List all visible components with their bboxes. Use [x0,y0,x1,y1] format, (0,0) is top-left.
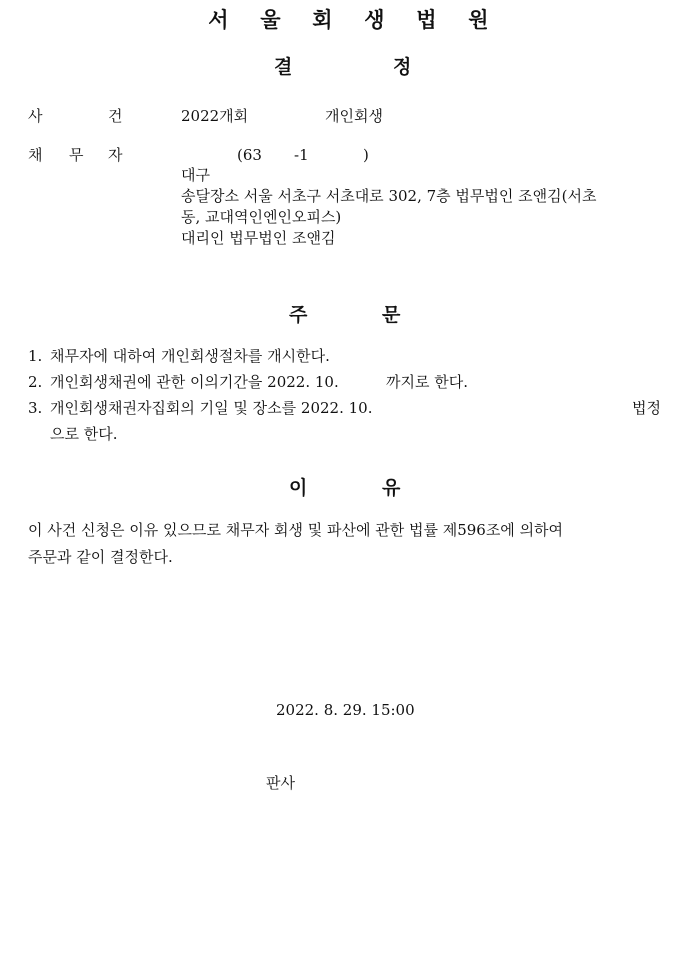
order-heading-char-2: 문 [382,304,401,326]
case-label-char: 건 [108,107,123,125]
court-name-char: 회 [312,8,333,32]
debtor-label-char: 무 [69,146,84,164]
debtor-id-mid: -1 [294,146,309,164]
case-number: 2022개회 [181,107,249,125]
debtor-label-char: 채 [28,146,43,164]
order-heading-char-1: 주 [289,304,308,326]
order-tail: 법정 [632,399,661,417]
debtor-label-char: 자 [108,146,123,164]
order-num: 2. [28,373,43,391]
order-text: 채무자에 대하여 개인회생절차를 개시한다. [50,347,330,365]
debtor-id-open: (63 [237,146,262,164]
order-num: 3. [28,399,43,417]
service-address-line2: 동, 교대역인엔인오피스) [181,208,342,226]
order-text: 개인회생채권에 관한 이의기간을 2022. 10. [50,373,339,391]
doc-title-char-1: 결 [274,56,293,78]
agent: 대리인 법무법인 조앤김 [181,229,336,247]
court-name-char: 법 [416,8,437,32]
doc-title-char-2: 정 [393,56,412,78]
order-text: 개인회생채권자집회의 기일 및 장소를 2022. 10. [50,399,373,417]
court-name-char: 생 [364,8,385,32]
debtor-id-close: ) [363,146,369,164]
reason-heading-char-1: 이 [289,477,308,499]
reason-line-1: 이 사건 신청은 이유 있으므로 채무자 회생 및 파산에 관한 법률 제596조에 의하여 [28,521,564,539]
reason-line-2: 주문과 같이 결정한다. [28,548,173,566]
service-address-line1: 송달장소 서울 서초구 서초대로 302, 7층 법무법인 조앤김(서초 [181,187,597,205]
order-num: 1. [28,347,43,365]
case-type: 개인회생 [325,107,383,125]
court-name-char: 원 [468,8,489,32]
debtor-address: 대구 [181,166,210,184]
case-label-char: 사 [28,107,43,125]
court-name-char: 서 [208,8,229,32]
court-name [0,4,697,34]
court-name-char: 울 [260,8,281,32]
decision-date: 2022. 8. 29. 15:00 [276,701,415,719]
order-continuation: 으로 한다. [50,425,118,443]
judge-label: 판사 [266,774,295,792]
reason-heading-char-2: 유 [382,477,401,499]
order-tail: 까지로 한다. [386,373,468,391]
